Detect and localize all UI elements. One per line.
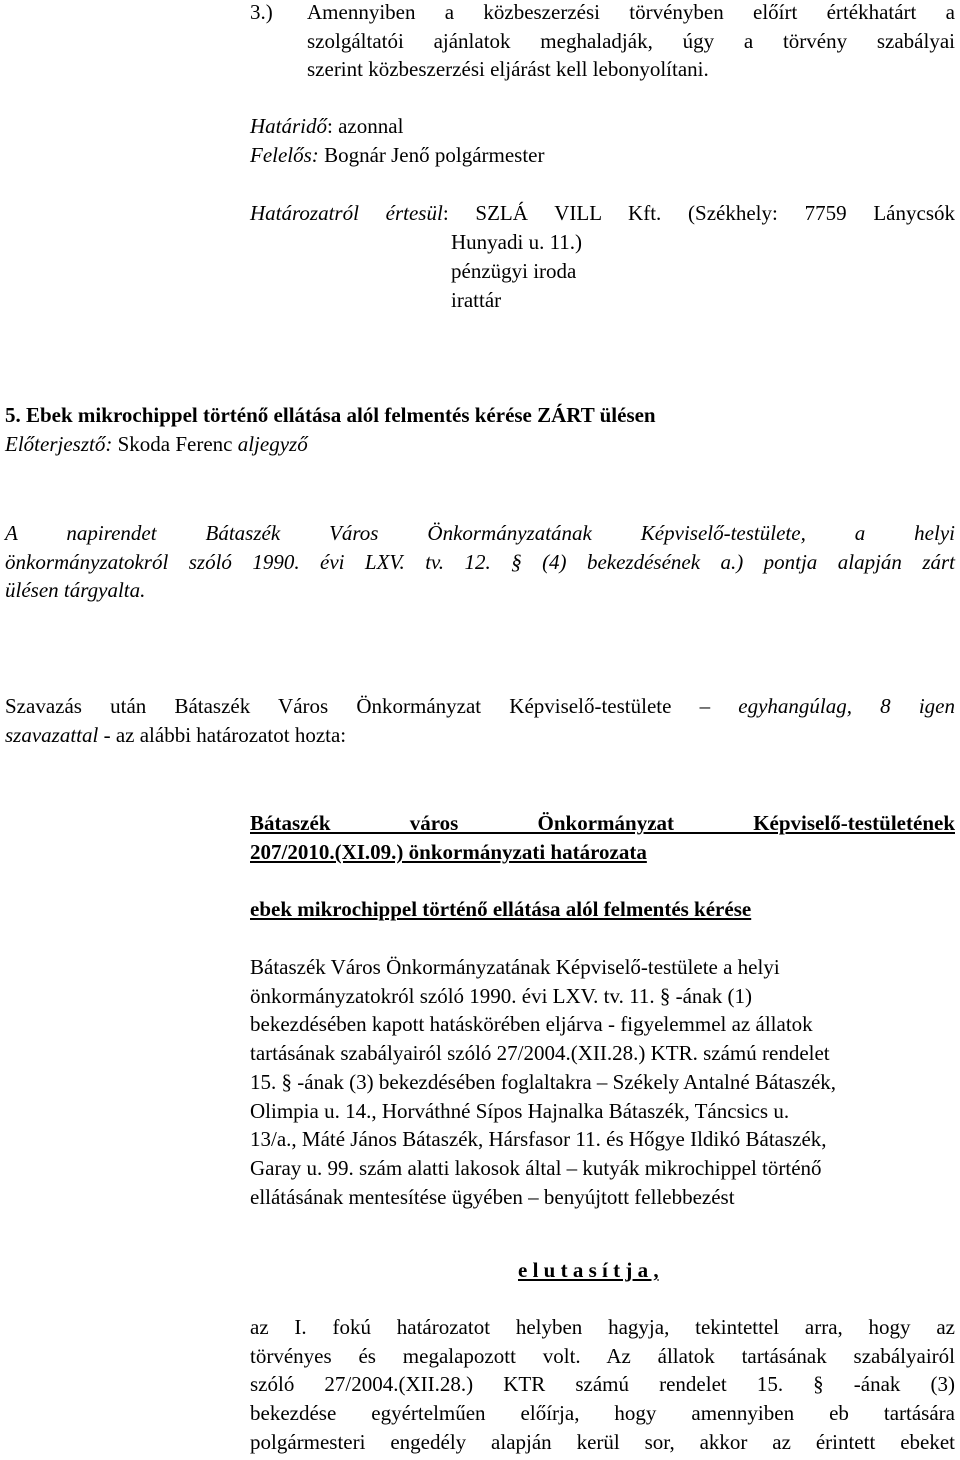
resolution-body-line-9: ellátásának mentesítése ügyében – benyújtott fellebbezést bbox=[250, 1184, 735, 1209]
notify-line-4: irattár bbox=[451, 288, 502, 312]
resolution-heading-line-2: 207/2010.(XI.09.) önkormányzati határozata bbox=[250, 840, 647, 864]
resolution-body-line-8: Garay u. 99. szám alatti lakosok által – kutyák mikrochippel történő bbox=[250, 1155, 822, 1180]
closed-session-line-1: A napirendet Bátaszék Város Önkormányzatának Képviselő-testülete, a helyi bbox=[5, 521, 955, 545]
deadline-label: Határidő bbox=[250, 114, 328, 138]
deadline-line bbox=[250, 112, 403, 141]
agenda-5-presenter bbox=[5, 430, 308, 459]
presenter-role: aljegyző bbox=[237, 432, 308, 456]
presenter-label: Előterjesztő: bbox=[5, 432, 113, 456]
notify-line-2: Hunyadi u. 11.) bbox=[451, 230, 583, 254]
vote-line-1 bbox=[5, 692, 955, 721]
reason-line-4: bekezdése egyértelműen előírja, hogy amennyiben eb tartására bbox=[250, 1401, 955, 1426]
item-3-line-3: szerint közbeszerzési eljárást kell lebonyolítani. bbox=[307, 57, 709, 82]
notify-line-1-rest: : SZLÁ VILL Kft. (Székhely: 7759 Lánycsók bbox=[442, 201, 955, 225]
vote-line-1-dash: – bbox=[699, 694, 711, 718]
presenter-name: Skoda Ferenc bbox=[117, 432, 233, 456]
closed-session-line-2-a: önkormányzatokról szóló 1990. évi LXV. tv. 12. bbox=[5, 549, 491, 574]
closed-session-line-2-b: (4) bekezdésének a.) pontja alapján zárt bbox=[542, 549, 955, 574]
notify-line-3: pénzügyi iroda bbox=[451, 259, 577, 283]
closed-session-line-2 bbox=[5, 548, 955, 577]
vote-line-2 bbox=[5, 721, 346, 750]
resolution-reason bbox=[250, 1313, 955, 1457]
resolution-body-line-2: önkormányzatokról szóló 1990. évi LXV. tv. 11. § -ának (1) bbox=[250, 983, 752, 1008]
resolution-body-line-6: Olimpia u. 14., Horváthné Sípos Hajnalka Bátaszék, Táncsics u. bbox=[250, 1098, 790, 1123]
resolution-decision: e l u t a s í t j a , bbox=[518, 1258, 659, 1282]
resolution-subject: ebek mikrochippel történő ellátása alól felmentés kérése bbox=[250, 897, 752, 921]
reason-line-5: polgármesteri engedély alapján kerül sor, akkor az érintett ebeket bbox=[250, 1429, 955, 1454]
resolution-body-line-4: tartásának szabályairól szóló 27/2004.(XII.28.) KTR. számú rendelet bbox=[250, 1041, 830, 1066]
responsible-label: Felelős: bbox=[250, 143, 319, 167]
section-sign: § bbox=[511, 549, 522, 574]
closed-session-paragraph bbox=[5, 519, 955, 605]
vote-line-2-b: - az alábbi határozatot hozta: bbox=[103, 723, 347, 747]
resolution-body-line-5: 15. § -ának (3) bekezdésében foglaltakra – Székely Antalné Bátaszék, bbox=[250, 1069, 837, 1094]
deadline-value: : azonnal bbox=[327, 114, 404, 138]
reason-line-1: az I. fokú határozatot helyben hagyja, tekintettel arra, hogy az bbox=[250, 1315, 955, 1339]
reason-line-2: törvényes és megalapozott volt. Az állatok tartásának szabályairól bbox=[250, 1343, 955, 1368]
resolution-body-line-7: 13/a., Máté János Bátaszék, Hársfasor 11. és Hőgye Ildikó Bátaszék, bbox=[250, 1127, 827, 1152]
closed-session-line-3: ülésen tárgyalta. bbox=[5, 578, 146, 603]
vote-line-1-b: egyhangúlag, 8 igen bbox=[738, 694, 955, 718]
resolution-body-line-1: Bátaszék Város Önkormányzatának Képviselő-testülete a helyi bbox=[250, 955, 780, 979]
reason-line-3: szóló 27/2004.(XII.28.) KTR számú rendelet 15. § -ának (3) bbox=[250, 1372, 955, 1397]
vote-line-1-a: Szavazás után Bátaszék Város Önkormányzat Képviselő-testülete bbox=[5, 694, 672, 718]
agenda-5-title: 5. Ebek mikrochippel történő ellátása alól felmentés kérése ZÁRT ülésen bbox=[5, 403, 656, 427]
item-3-text bbox=[307, 0, 955, 84]
resolution-body bbox=[250, 953, 955, 1211]
item-3-line-1: Amennyiben a közbeszerzési törvényben előírt értékhatárt a bbox=[307, 0, 955, 24]
vote-line-2-a: szavazattal bbox=[5, 723, 99, 747]
resolution-heading-line-1: Bátaszék város Önkormányzat Képviselő-testületének bbox=[250, 811, 955, 835]
notify-label: Határozatról értesül bbox=[250, 201, 443, 225]
responsible-line bbox=[250, 141, 545, 170]
item-3-line-2: szolgáltatói ajánlatok meghaladják, úgy a törvény szabályai bbox=[307, 28, 955, 53]
notify-line-1 bbox=[250, 199, 955, 228]
resolution-body-line-3: bekezdésében kapott hatáskörében eljárva - figyelemmel az állatok bbox=[250, 1012, 813, 1037]
responsible-value: Bognár Jenő polgármester bbox=[324, 143, 545, 167]
item-3-number: 3.) bbox=[250, 0, 273, 24]
